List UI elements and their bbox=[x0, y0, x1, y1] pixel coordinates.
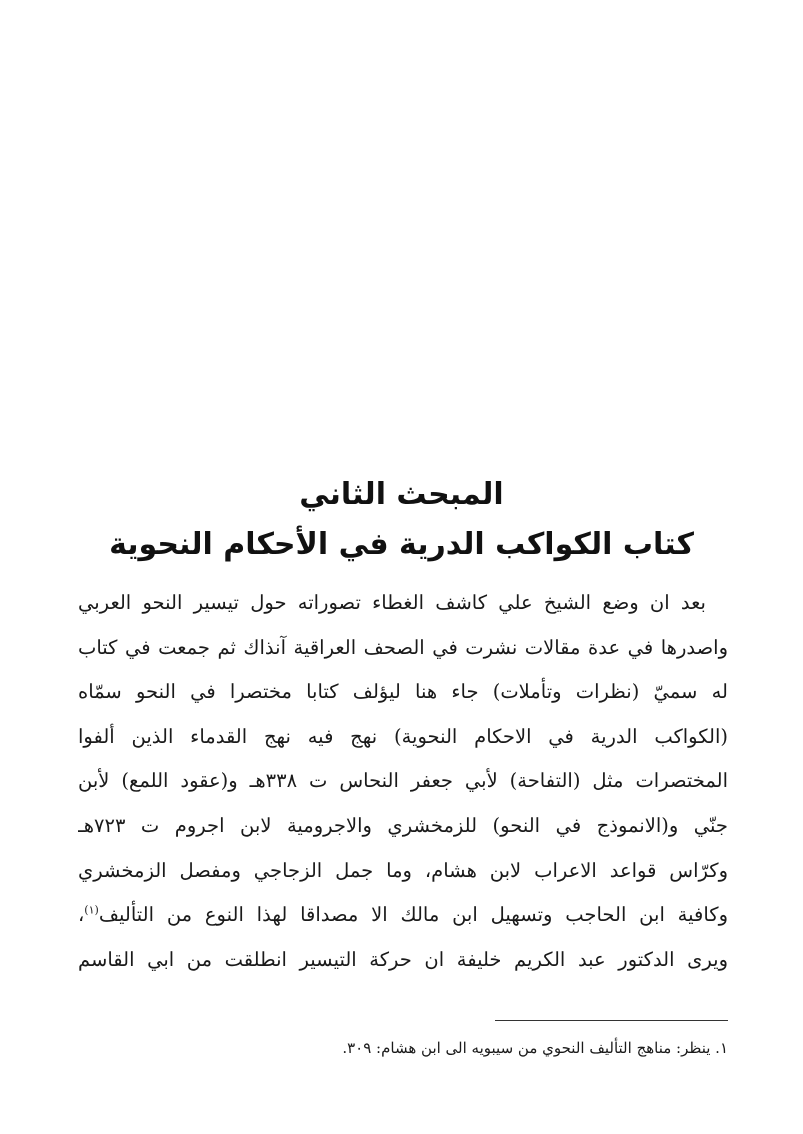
paragraph-line: المختصرات مثل (التفاحة) لأبي جعفر النحاس ت ٣٣٨هـ و(عقود اللمع) لأبن bbox=[78, 769, 728, 793]
footnote: ١. ينظر: مناهج التأليف النحوي من سيبويه الى ابن هشام: ٣٠٩. bbox=[342, 1039, 728, 1057]
footnote-divider bbox=[495, 1020, 728, 1021]
paragraph-line: بعد ان وضع الشيخ علي كاشف الغطاء تصوراته حول تيسير النحو العربي bbox=[78, 591, 706, 614]
line-text: وكافية ابن الحاجب وتسهيل ابن مالك الا مصداقا لهذا النوع من التأليف bbox=[98, 903, 728, 927]
line-trailing-punctuation: ، bbox=[78, 903, 85, 927]
paragraph-line: واصدرها في عدة مقالات نشرت في الصحف العراقية آنذاك ثم جمعت في كتاب bbox=[78, 635, 728, 659]
paragraph-line: جنّي و(الانموذج في النحو) للزمخشري والاجرومية لابن اجروم ت ٧٢٣هـ bbox=[78, 813, 728, 837]
paragraph-line: وكرّاس قواعد الاعراب لابن هشام، وما جمل الزجاجي ومفصل الزمخشري bbox=[78, 858, 728, 882]
paragraph-line: له سميّ (نظرات وتأملات) جاء هنا ليؤلف كتابا مختصرا في النحو سمّاه bbox=[78, 680, 728, 704]
footnote-reference[interactable]: (١) bbox=[84, 903, 99, 917]
paragraph-line: ويرى الدكتور عبد الكريم خليفة ان حركة التيسير انطلقت من ابي القاسم bbox=[78, 947, 728, 971]
body-paragraph bbox=[78, 581, 728, 982]
paragraph-line: (الكواكب الدرية في الاحكام النحوية) نهج فيه نهج القدماء الذين ألفوا bbox=[78, 724, 728, 748]
section-title: المبحث الثاني bbox=[299, 477, 504, 512]
book-title: كتاب الكواكب الدرية في الأحكام النحوية bbox=[109, 527, 694, 562]
paragraph-line-with-footnote bbox=[78, 893, 728, 938]
headings bbox=[0, 472, 803, 568]
